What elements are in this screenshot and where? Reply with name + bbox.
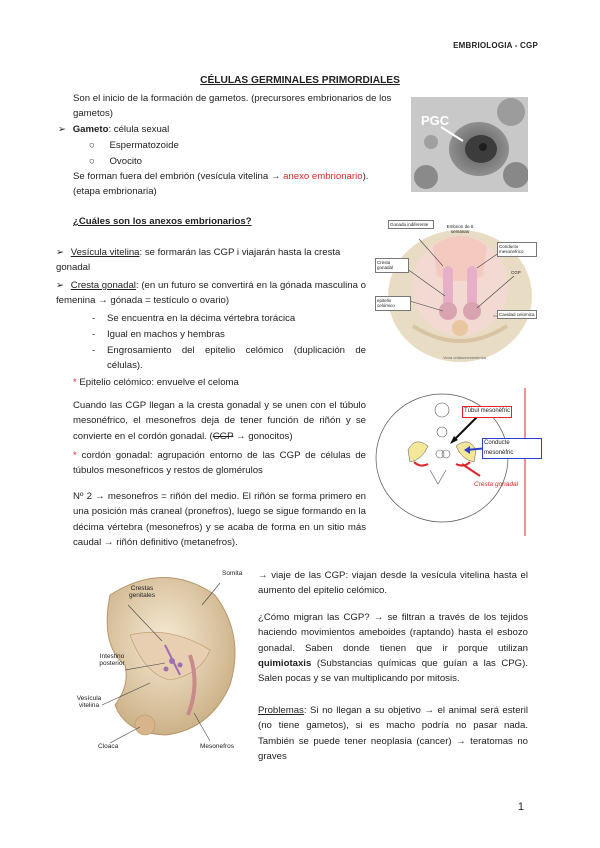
cross-label: Cresta gonadal <box>375 258 409 273</box>
embryo-label: Intestino posterior <box>99 653 125 668</box>
cresta-subitem: - Se encuentra en la décima vértebra torácica <box>92 313 296 324</box>
question-heading: ¿Cuáles son los anexos embrionarios? <box>73 216 252 227</box>
pgc-micrograph-drawing <box>411 97 528 192</box>
page-title: CÉLULAS GERMINALES PRIMORDIALES <box>200 75 400 86</box>
formed-text: Se forman fuera del embrión (vesícula vitelina → anexo embrionario). (etapa embrionaria) <box>73 171 369 198</box>
vesicula-item: ➢ Vesícula vitelina: se formarán las CGP i viajarán hasta la cresta gonadal <box>56 247 341 274</box>
cresta-subitem: - Engrosamiento del epitelio celómico (duplicación de células). <box>92 345 366 372</box>
cross-label: Vena onfalomesentérica <box>443 355 486 360</box>
cresta-item: ➢ Cresta gonadal: (en un futuro se convertirá en la gónada masculina o femenina → gónada = testículo o ovario) <box>56 280 366 307</box>
schema-label: Conducte mesonèfric <box>482 438 542 459</box>
cross-label: Conducto mesonefrico <box>497 242 537 257</box>
gameto-term: Gameto <box>72 124 109 135</box>
cordon-paragraph: Cuando las CGP llegan a la cresta gonadal y se unen con el túbulo mesonéfrico, el mesonefros deja de tener función de riñón y se convierte en el cordón gonadal. (CGP → gonocitos) <box>73 400 366 442</box>
embryo-figure <box>70 565 255 755</box>
problemas-paragraph: Problemas: Si no llegan a su objetivo → el animal será esteril (no tiene gametos), si es macho podría no pasar nada. También se puede tener neoplasia (cancer) → teratomas no graves <box>258 705 528 763</box>
embryo-label: Somita <box>222 570 243 577</box>
intro-text: Son el inicio de la formación de gametos. (precursores embrionarios de los gametos) <box>73 93 392 120</box>
cross-label: Gonada indiferente <box>388 220 434 229</box>
cross-label: CGP <box>511 270 521 275</box>
epitelio-note: * Epitelio celómico: envuelve el celoma <box>73 377 239 388</box>
circle-bullet-icon: ○ <box>89 156 95 167</box>
gameto-subitem: ○ Ovocito <box>89 156 142 167</box>
schema-label: Cresta gonadal <box>474 481 519 488</box>
migran-paragraph: ¿Cómo migran las CGP? → se filtran a través de los tejidos haciendo movimientos ameboides (raptando) hasta el esbozo gonadal. Saben donde tienen que ir porque utilizan quimiotaxis (Substancias químicas que guían a las CPG). Salen pocas y se van multiplicando por mitosis. <box>258 612 528 685</box>
cordon-note: * cordón gonadal: agrupación entorno de las CGP de células de túbulos mesonefricos y restos de glomérulos <box>73 450 366 477</box>
schema-drawing <box>370 388 542 536</box>
embryo-label: Vesícula vitelina <box>76 695 102 710</box>
schema-label: Túbul mesonèfric <box>462 406 512 418</box>
cross-label: Embrion de 6 semanas <box>446 224 474 235</box>
page-header: EMBRIOLOGIA - CGP <box>453 41 538 50</box>
embryo-label: Cloaca <box>98 743 119 750</box>
pgc-micrograph <box>411 97 528 192</box>
gameto-item <box>58 122 169 137</box>
page-number: 1 <box>517 801 524 813</box>
circle-bullet-icon: ○ <box>89 140 95 151</box>
gameto-subitem: ○ Espermatozoide <box>89 140 179 151</box>
schema-figure <box>370 388 542 536</box>
gameto-def: : célula sexual <box>108 124 170 135</box>
arrow-bullet-icon: ➢ <box>58 124 67 135</box>
cross-section-drawing <box>373 216 535 364</box>
cresta-subitem: - Igual en machos y hembras <box>92 329 225 340</box>
mesonefros-paragraph: Nº 2 → mesonefros = riñón del medio. El riñón se forma primero en una posición más craneal (pronefros), luego se sigue formando en la décima vértebra (mesonefros) y se acaba de forma en un sitio más caudal → riñón definitivo (metanefros). <box>73 491 366 549</box>
cross-label: Cavidad celomica <box>497 310 537 319</box>
cross-label: epitelio celómico <box>375 296 411 311</box>
pgc-label: PGC <box>421 113 450 128</box>
embryo-label: Mesonefros <box>200 743 234 750</box>
cross-section-figure <box>373 216 535 364</box>
embryo-label: Crestas genitales <box>128 585 156 600</box>
arrow-bullet-icon: ➢ <box>56 280 65 291</box>
viaje-text: → viaje de las CGP: viajan desde la vesícula vitelina hasta el aumento del epitelio celómico. <box>258 570 528 597</box>
arrow-bullet-icon: ➢ <box>56 247 65 258</box>
